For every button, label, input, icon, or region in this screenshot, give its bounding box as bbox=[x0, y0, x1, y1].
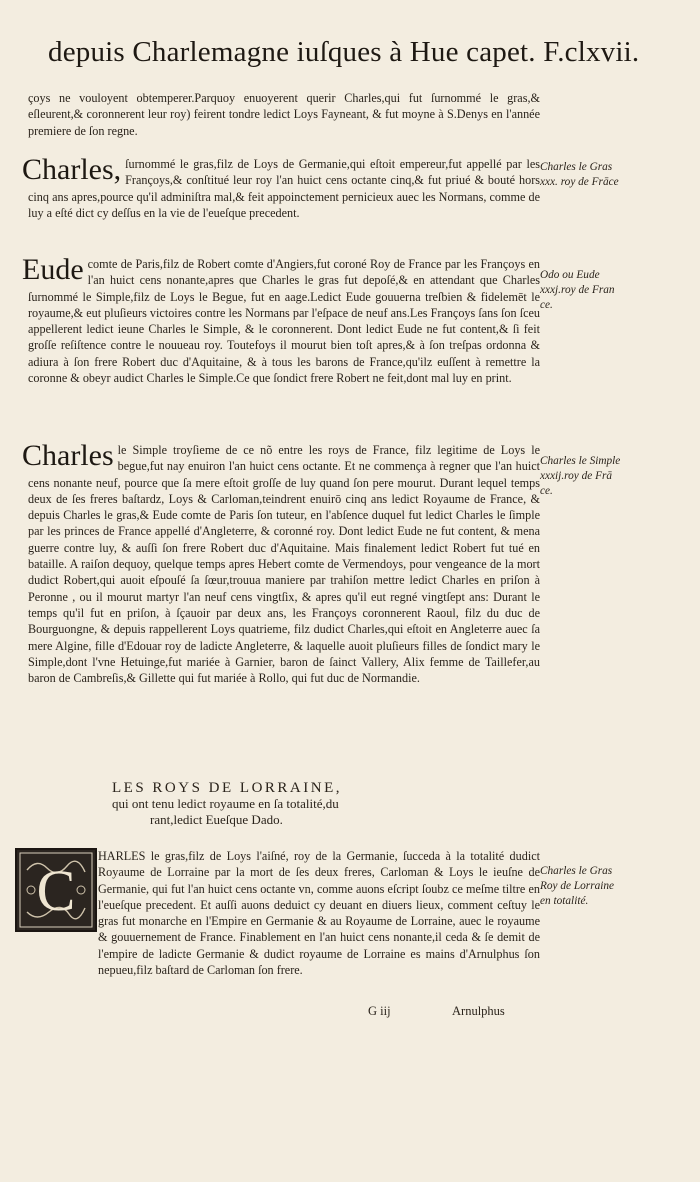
signature-mark: G iij bbox=[368, 1004, 391, 1018]
catchword: Arnulphus bbox=[452, 1004, 505, 1018]
paragraph-eude bbox=[22, 253, 540, 386]
margin-note-4 bbox=[540, 864, 650, 909]
margin-note-line: xxx. roy de Frāce bbox=[540, 176, 619, 188]
running-head: depuis Charlemagne iuſques à Hue capet. F.clxvii. bbox=[48, 36, 640, 68]
margin-note-1 bbox=[540, 160, 650, 190]
margin-note-line: Odo ou Eude bbox=[540, 269, 600, 281]
section-heading bbox=[112, 780, 472, 828]
margin-note-line: Roy de Lorraine bbox=[540, 880, 615, 892]
paragraph-text: çoys ne vouloyent obtemperer.Parquoy enuoyerent querir Charles,qui fut ſurnommé le gras,& eſleurent,& coronnerent leur roy) feirent tondre ledict Loys Fayneant, & fut moyne à S.Denys en l'année premiere de ſon regne. bbox=[28, 91, 540, 138]
lead-word: Charles bbox=[22, 439, 114, 472]
section-heading-line: LES ROYS DE LORRAINE, bbox=[112, 780, 343, 796]
paragraph-charles-le-gras bbox=[22, 153, 540, 221]
margin-note-line: xxxij.roy de Frā bbox=[540, 470, 613, 482]
paragraph-continuation bbox=[28, 90, 540, 139]
margin-note-line: Charles le Gras bbox=[540, 161, 613, 173]
paragraph-lorraine bbox=[98, 848, 540, 978]
paragraph-text: ſurnommé le gras,filz de Loys de Germanie,qui eſtoit empereur,fut appellé par les Françoys,& conſtitué leur roy l'an huict cens octante cinq,& fut priué & bouté hors cinq ans apres,pource qu'il adminiſtra mal,& feit appoinctement pernicieux auec les Normans, comme de luy a eſté dict cy deſſus en la vie de l'eueſque precedent. bbox=[28, 157, 540, 220]
margin-note-2 bbox=[540, 268, 650, 313]
paragraph-text: HARLES le gras,filz de Loys l'aiſné, roy de la Germanie, ſucceda à la totalité dudict Royaume de Lorraine par la mort de ſes deux freres, Carloman & Loys le ieuſne de Germanie, qui fut l'an huict cens octante vn, comme auons eſcript ſoubz ce meſme tiltre en l'eueſque precedent. Et auſſi auons deduict cy deuant en diuers lieux, comment ceſtuy le gras fut monarche en l'Empire en Germanie & au Royaume de Lorraine, auec le royaume & gouuernement de France. Finablement en l'an huict cens nonante,il ceda & ſe demit de l'empire de ladicte Germanie & dudict royaume de Lorraine es mains d'Arnulphus ſon nepueu,filz baſtard de Carloman ſon frere. bbox=[98, 849, 540, 978]
decorated-initial-c bbox=[15, 848, 97, 932]
margin-note-line: Charles le Gras bbox=[540, 865, 613, 877]
margin-note-line: ce. bbox=[540, 299, 553, 311]
margin-note-line: ce. bbox=[540, 485, 553, 497]
svg-text:C: C bbox=[36, 858, 76, 923]
margin-note-3 bbox=[540, 454, 650, 499]
lead-word: Charles, bbox=[22, 153, 122, 186]
lead-word: Eude bbox=[22, 253, 84, 286]
paragraph-charles-le-simple bbox=[22, 439, 540, 686]
ornament-icon bbox=[17, 850, 95, 930]
margin-note-line: xxxj.roy de Fran bbox=[540, 284, 615, 296]
paragraph-text: comte de Paris,filz de Robert comte d'Angiers,fut coroné Roy de France par les Françoys en l'an huict cens nonante,apres que Charles le gras fut depoſé,& en attendant que Charles ſurnommé le Simple,filz de Loys le Begue, fut en aage.Ledict Eude gouuerna treſbien & fidelemēt le royaume,& eut pluſieurs victoires contre les Normans par l'eſpace de neuf ans.Les Françoys ſans ſon ſceu appellerent ledict ieune Charles le Simple, & le coronnerent. Dont ledict Eude ne fut content,& ſi feit groſſe reſiſtence contre le nouueau roy. Toutefoys il mourut bien toſt apres,& à ſon treſpas ordonna & adiura à ſon frere Robert duc d'Aquitaine, & à tous les barons de France,qu'ilz euſſent à remettre la coronne & obeyr audict Charles le Simple.Ce que ſondict frere Robert ne feit,dont mal luy en print. bbox=[28, 257, 540, 386]
paragraph-text: le Simple troyſieme de ce nõ entre les roys de France, filz legitime de Loys le begue,fut nay enuiron l'an huict cens octante. Et ne commença à regner que l'an huict cens nonante neuf, pource que ſa mere eſtoit groſſe de luy quand ſon pere mourut. Durant lequel temps deux de ſes freres baſtardz, Loys & Carloman,teindrent enuirō cinq ans ledict Royaume de France, & depuis Charles le gras,& Eude comte de Paris ſon tuteur, en l'abſence duquel fut ledict Charles le ſimple par les princes de France appellé d'Angleterre, & coronné roy. Dont ledict Eude ne fut content, & mena guerre contre luy, & auſſi ſon frere Robert duc d'Aquitaine. Mais finalement ledict Robert fut tué en bataille. A raiſon dequoy, quelque temps apres Hebert comte de Vermendoys, pour vengeance de la mort dudict Robert,qui auoit eſpouſé ſa ſœur,trouua maniere par trahiſon mettre ledict Charles en priſon à Peronne , ou il mourut martyr l'an neuf cens vingtſix, & apres qu'il eut regné vingtſept ans: Durant le temps qu'il fut en priſon, à ſçauoir par deux ans, les Françoys coronnerent Raoul, filz du duc de Bourguongne, & depuis rappellerent Loys quatrieme, filz dudict Charles,qui eſtoit en Angleterre auec ſa mere Algine, fille d'Edouar roy de ladicte Angleterre, & laquelle auoit pluſieurs filles de ſondict mary le Simple,dont l'vne Hetuinge,fut mariée à Garnier, baron de ſainct Vallery, Alix femme de Taillefer,au baron de Cambreſis,& Gillette qui fut mariée à Rollo, qui fut duc de Normandie. bbox=[28, 443, 540, 686]
section-heading-line: rant,ledict Eueſque Dado. bbox=[150, 812, 283, 827]
margin-note-line: en totalité. bbox=[540, 895, 589, 907]
section-heading-line: qui ont tenu ledict royaume en ſa totalité,du bbox=[112, 796, 339, 811]
margin-note-line: Charles le Simple bbox=[540, 455, 621, 467]
